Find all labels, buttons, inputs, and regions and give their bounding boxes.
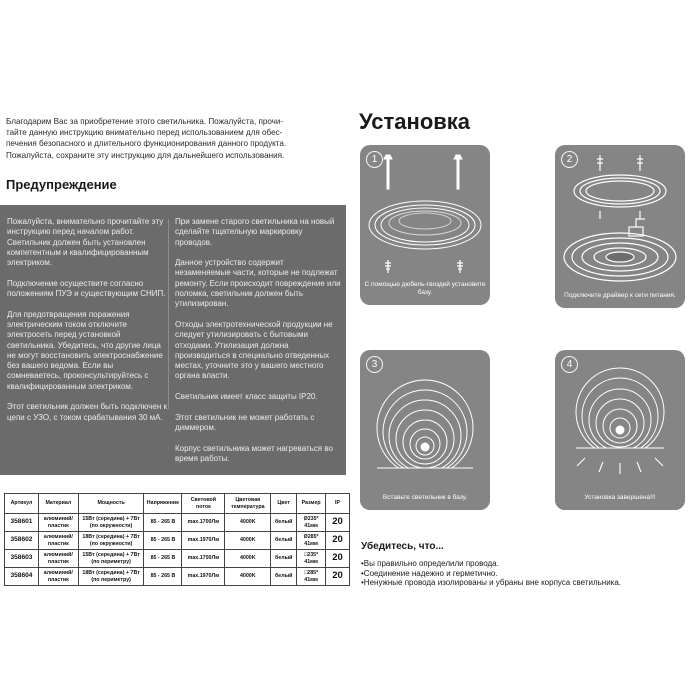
cell-voltage: 85 - 265 В — [144, 568, 182, 586]
header-cell: Артикул — [5, 494, 39, 514]
step-2-illustration — [555, 145, 685, 308]
cell-color: белый — [271, 514, 297, 532]
warning-left-column — [7, 217, 167, 433]
intro-line: печения безопасного и длительного функционирования данного продукта. — [6, 139, 287, 149]
cell-temperature: 4000K — [225, 532, 271, 550]
table-row — [5, 568, 350, 586]
cell-article: 358601 — [5, 514, 39, 532]
cell-ip: 20 — [326, 532, 350, 550]
warning-title: Предупреждение — [6, 177, 117, 192]
warning-paragraph: Светильник имеет класс защиты IP20. — [175, 392, 318, 402]
warning-paragraph: Отходы электротехнической продукции не следует утилизировать с бытовыми отходами. Утилизация должна производиться в специально отведенных местах, уточните это у вашего местного органа власти. — [175, 319, 333, 381]
warning-paragraph: Корпус светильника может нагреваться во время работы. — [175, 443, 333, 463]
warning-paragraph: Этот светильник не может работать с диммером. — [175, 412, 315, 432]
cell-power: 15Вт (середина) + 7Вт (по окружности) — [78, 514, 144, 532]
step-caption: С помощью дюбель-гвоздей установите базу. — [364, 281, 486, 296]
cell-color: белый — [271, 568, 297, 586]
step-number-badge: 4 — [561, 356, 578, 373]
base-ring — [574, 175, 666, 207]
header-cell: Напряжение — [144, 494, 182, 514]
cell-flux: max.1970Лм — [182, 532, 225, 550]
header-cell: Мощность — [78, 494, 144, 514]
step-number-badge: 3 — [366, 356, 383, 373]
cell-article: 358602 — [5, 532, 39, 550]
step-caption: Установка завершена!!! — [584, 494, 656, 501]
install-step-4 — [555, 350, 685, 510]
cell-material: алюминий/ пластик — [38, 550, 78, 568]
cell-size: □235* 41мм — [297, 550, 326, 568]
lamp-dome — [377, 380, 473, 476]
install-step-3 — [360, 350, 490, 510]
step-4-illustration — [555, 350, 685, 510]
cell-temperature: 4000K — [225, 568, 271, 586]
screw-icon — [637, 155, 643, 171]
cell-article: 358604 — [5, 568, 39, 586]
cell-power: 15Вт (середина) + 7Вт (по периметру) — [78, 550, 144, 568]
cell-size: □285* 41мм — [297, 568, 326, 586]
cell-power: 18Вт (середина) + 7Вт (по окружности) — [78, 532, 144, 550]
cell-voltage: 85 - 265 В — [144, 532, 182, 550]
step-3-illustration — [360, 350, 490, 510]
header-cell: Размер — [297, 494, 326, 514]
step-number-badge: 1 — [366, 151, 383, 168]
cell-color: белый — [271, 550, 297, 568]
cell-flux: max.1700Лм — [182, 550, 225, 568]
header-cell: Материал — [38, 494, 78, 514]
cell-color: белый — [271, 532, 297, 550]
warning-paragraph: Этот светильник должен быть подключен к цепи с УЗО, с током срабатывания 30 мА. — [7, 402, 167, 422]
install-step-2 — [555, 145, 685, 308]
step-caption: Вставьте светильник в базу. — [382, 494, 468, 501]
cell-size: Ø285* 41мм — [297, 532, 326, 550]
intro-text — [6, 116, 344, 161]
header-cell: Цвет — [271, 494, 297, 514]
warning-paragraph: Данное устройство содержит незаменяемые части, которые не подлежат ремонту. Если происходит повреждение или поломка, светильник должен быть утилизирован. — [175, 258, 341, 309]
cell-temperature: 4000K — [225, 550, 271, 568]
cell-temperature: 4000K — [225, 514, 271, 532]
checklist-title: Убедитесь, что... — [361, 541, 444, 552]
nail-icon — [457, 260, 463, 273]
cell-flux: max.1970Лм — [182, 568, 225, 586]
warning-divider — [168, 219, 169, 409]
cell-voltage: 85 - 265 В — [144, 550, 182, 568]
step-number-badge: 2 — [561, 151, 578, 168]
installation-title: Установка — [359, 109, 471, 134]
warning-paragraph: При замене старого светильника на новый сделайте тщательную маркировку проводов. — [175, 217, 335, 247]
cell-voltage: 85 - 265 В — [144, 514, 182, 532]
list-item: •Ненужные провода изолированы и убраны вне корпуса светильника. — [361, 578, 622, 588]
cell-size: Ø235* 41мм — [297, 514, 326, 532]
install-step-1 — [360, 145, 490, 305]
warning-box — [0, 205, 346, 475]
step-caption: Подключите драйвер к сети питания. — [564, 292, 676, 299]
table-row — [5, 550, 350, 568]
header-cell: Световой поток — [182, 494, 225, 514]
table-row — [5, 532, 350, 550]
screw-anchor-icon — [384, 155, 392, 189]
cell-material: алюминий/ пластик — [38, 514, 78, 532]
list-item: •Соединение надежно и герметично. — [361, 568, 498, 578]
screw-icon — [597, 155, 603, 171]
cell-material: алюминий/ пластик — [38, 568, 78, 586]
warning-paragraph: Для предотвращения поражения электрическим током отключите электросеть перед установкой светильника. Убедитесь, что другие лица не могут восстановить электроснабжение без вашего ведома. Если вы сомневаетесь, проконсультируйтесь с квалифицированным электриком. — [7, 309, 163, 391]
intro-line: тайте данную инструкцию внимательно перед использованием для обес- — [6, 128, 283, 138]
warning-paragraph: Пожалуйста, внимательно прочитайте эту инструкцию перед началом работ. Светильник должен быть установлен компетентным и квалифицированным электриком. — [7, 217, 164, 268]
cell-ip: 20 — [326, 514, 350, 532]
cell-article: 358603 — [5, 550, 39, 568]
spec-table — [4, 493, 350, 586]
warning-paragraph: Подключение осуществите согласно положениям ПУЭ и существующим СНИП. — [7, 278, 166, 299]
table-header-row — [5, 494, 350, 514]
intro-line: Пожалуйста, сохраните эту инструкцию для дальнейшего использования. — [6, 150, 285, 160]
header-cell: Цветовая температура — [225, 494, 271, 514]
intro-line: Благодарим Вас за приобретение этого светильника. Пожалуйста, прочи- — [6, 117, 284, 126]
cell-material: алюминий/ пластик — [38, 532, 78, 550]
cell-ip: 20 — [326, 550, 350, 568]
screw-anchor-icon — [454, 155, 462, 189]
table-row — [5, 514, 350, 532]
nail-icon — [385, 260, 391, 273]
list-item: •Вы правильно определили провода. — [361, 559, 499, 568]
header-cell: IP — [326, 494, 350, 514]
warning-right-column — [175, 217, 341, 474]
checklist — [361, 559, 621, 588]
cell-power: 18Вт (середина) + 7Вт (по периметру) — [78, 568, 144, 586]
cell-ip: 20 — [326, 568, 350, 586]
cell-flux: max.1700Лм — [182, 514, 225, 532]
